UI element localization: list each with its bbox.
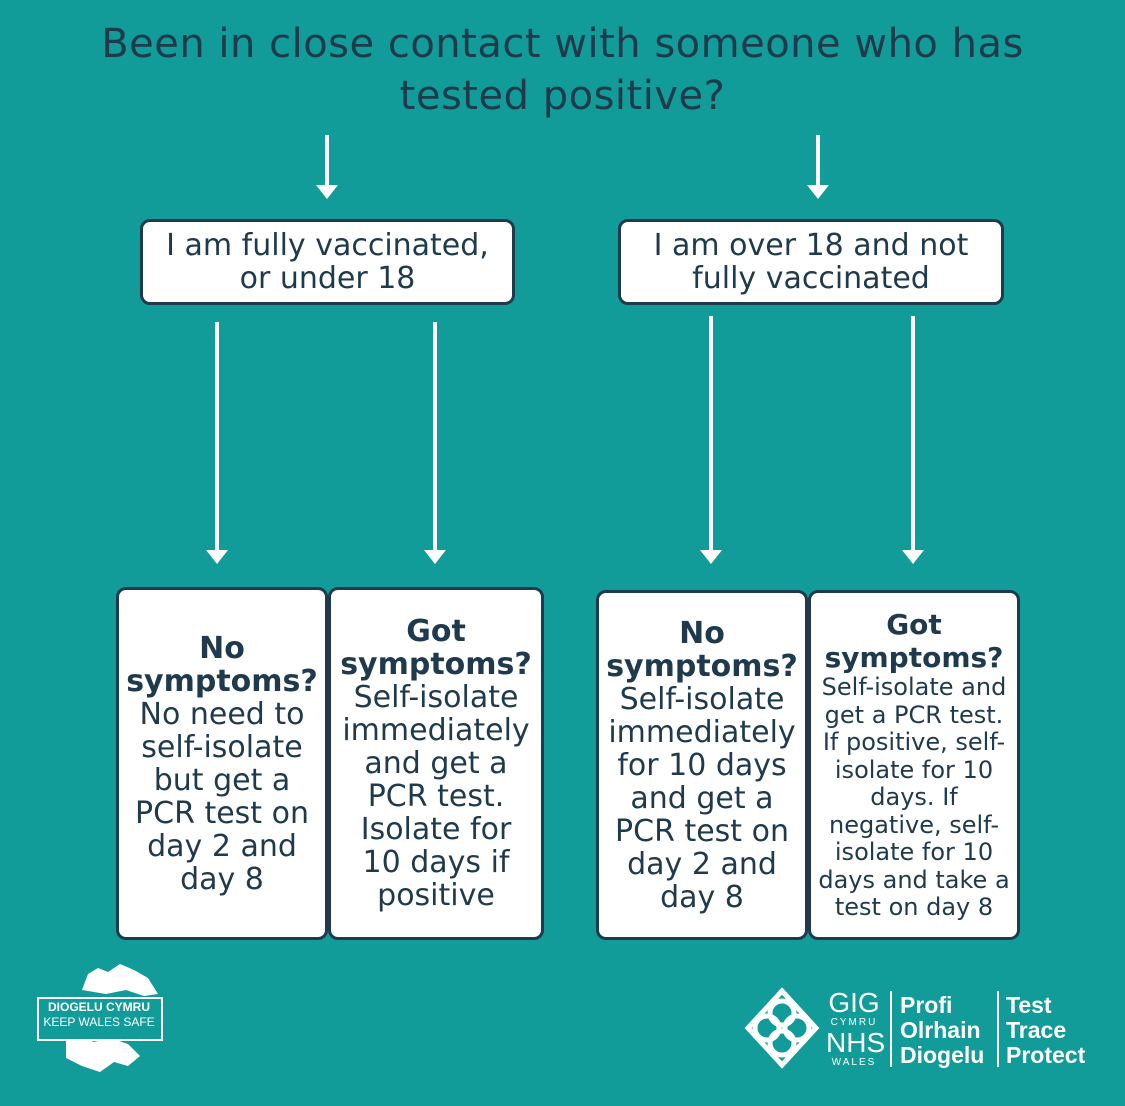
- branch-box-not-vaccinated: [618, 219, 1004, 305]
- outcome-box-3: [596, 590, 808, 940]
- divider: [997, 991, 999, 1067]
- outcome-heading: No symptoms?: [126, 630, 318, 699]
- keep-wales-safe-logo: [36, 960, 176, 1075]
- campaign-welsh: DIOGELU CYMRU: [48, 1000, 150, 1014]
- cymru-text: CYMRU: [830, 1017, 878, 1028]
- outcome-box-4: [808, 590, 1020, 940]
- outcome-heading: No symptoms?: [606, 615, 798, 684]
- outcome-text: Self-isolate immediately and get a PCR test. Isolate for 10 days if positive: [342, 680, 530, 913]
- outcome-text: No need to self-isolate but get a PCR test on day 2 and day 8: [135, 696, 309, 897]
- arrow-to-outcome-1: [215, 322, 219, 552]
- arrow-to-branch-1: [325, 135, 329, 187]
- arrow-to-outcome-2: [433, 322, 437, 552]
- english-ttp-1: Test: [1006, 992, 1052, 1018]
- outcome-box-1: [116, 587, 328, 940]
- arrow-to-branch-2: [816, 135, 820, 187]
- english-ttp: [1006, 993, 1085, 1068]
- welsh-ttp-1: Profi: [900, 992, 953, 1018]
- gig-text: GIG: [828, 987, 880, 1018]
- nhs-wales-ttp-logo: [740, 985, 1100, 1075]
- page-title: Been in close contact with someone who has tested positive?: [101, 21, 1024, 119]
- welsh-ttp: [900, 993, 984, 1068]
- celtic-knot-icon: [740, 985, 824, 1071]
- nhs-text: NHS: [826, 1027, 886, 1058]
- arrow-to-outcome-3: [709, 316, 713, 552]
- wales-text: WALES: [831, 1057, 877, 1068]
- gig-cymru-nhs-wales: [826, 987, 886, 1069]
- welsh-ttp-2: Olrhain: [900, 1017, 981, 1043]
- branch-label: I am fully vaccinated, or under 18: [166, 228, 489, 296]
- outcome-heading: Got symptoms?: [340, 614, 532, 682]
- english-ttp-3: Protect: [1006, 1042, 1086, 1068]
- divider: [890, 991, 892, 1067]
- outcome-heading: Got symptoms?: [824, 608, 1004, 675]
- english-ttp-2: Trace: [1006, 1017, 1067, 1043]
- outcome-text: Self-isolate and get a PCR test. If positive, self-isolate for 10 days. If negative, self-isolate for 10 days and take a test on day 8: [818, 673, 1010, 922]
- outcome-box-2: [328, 587, 544, 940]
- campaign-english: KEEP WALES SAFE: [43, 1015, 155, 1029]
- branch-box-vaccinated: [140, 219, 515, 305]
- arrow-to-outcome-4: [911, 316, 915, 552]
- outcome-text: Self-isolate immediately for 10 days and get a PCR test on day 2 and day 8: [608, 681, 796, 915]
- branch-label: I am over 18 and not fully vaccinated: [653, 228, 969, 296]
- welsh-ttp-3: Diogelu: [900, 1042, 985, 1068]
